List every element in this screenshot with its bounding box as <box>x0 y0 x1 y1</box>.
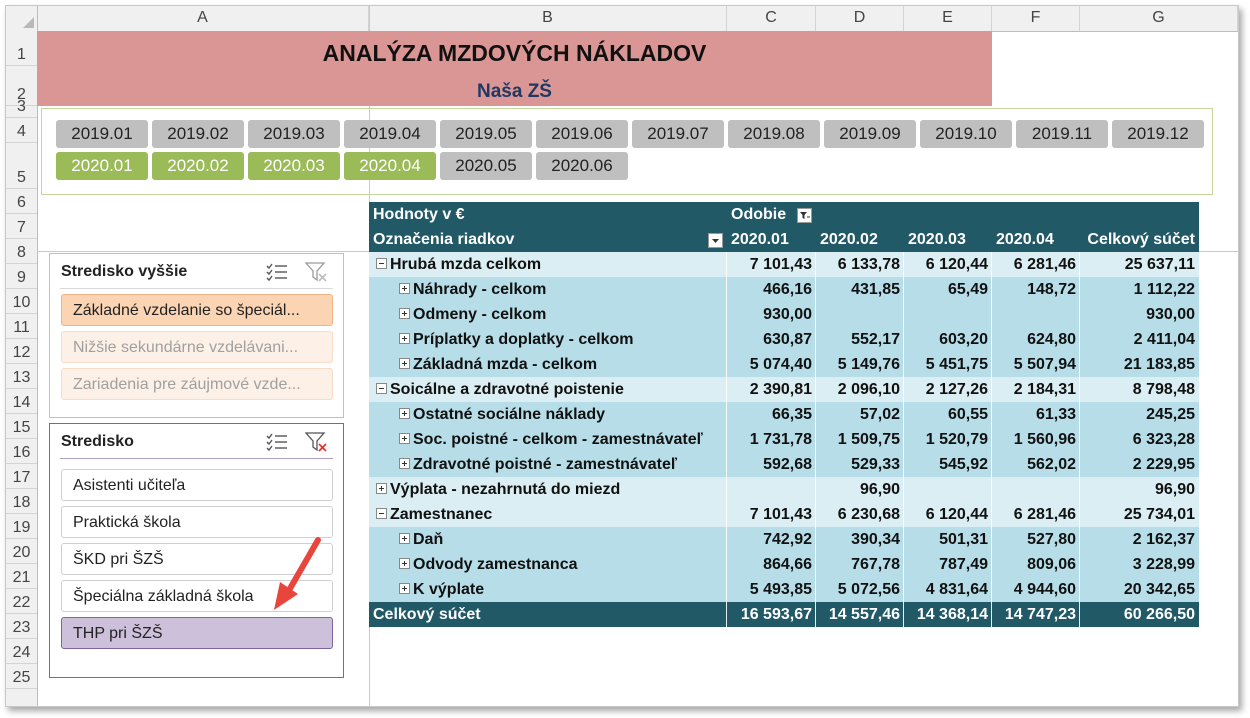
pivot-header-row-1 <box>369 202 1199 227</box>
value-cell: 742,92 <box>763 531 812 548</box>
select-all-corner[interactable] <box>6 6 38 31</box>
row-label <box>369 527 443 552</box>
cell-separator <box>1079 327 1080 352</box>
cell-separator <box>903 502 904 527</box>
expand-icon[interactable] <box>399 458 410 469</box>
value-cell: 592,68 <box>763 456 812 473</box>
cell-separator <box>903 477 904 502</box>
value-cell: 6 133,78 <box>837 256 900 273</box>
cell-separator <box>1079 502 1080 527</box>
row-header-8[interactable]: 8 <box>6 239 37 264</box>
cell-separator <box>815 477 816 502</box>
row-header-17[interactable]: 17 <box>6 464 37 489</box>
value-cell: 20 342,65 <box>1123 581 1195 598</box>
grand-total-label: Celkový súčet <box>373 606 481 623</box>
cell-separator <box>815 602 816 627</box>
value-cell: 767,78 <box>851 556 900 573</box>
value-cell: 501,31 <box>939 531 988 548</box>
row-header-25[interactable]: 25 <box>6 664 37 689</box>
cell-separator <box>726 552 727 577</box>
expand-icon[interactable] <box>399 308 410 319</box>
cell-separator <box>815 352 816 377</box>
cell-separator <box>903 277 904 302</box>
cell-separator <box>815 302 816 327</box>
cell-separator <box>726 452 727 477</box>
row-header-16[interactable]: 16 <box>6 439 37 464</box>
cell-separator <box>991 552 992 577</box>
row-label <box>369 427 703 452</box>
slicer-item-stredisko-2[interactable]: Praktická škola <box>61 506 333 538</box>
pivot-row <box>369 352 1199 377</box>
row-label <box>369 377 624 402</box>
value-cell <box>727 477 816 502</box>
cell-separator <box>1079 302 1080 327</box>
expand-icon[interactable] <box>399 558 410 569</box>
cell-separator <box>815 277 816 302</box>
column-header-f[interactable]: F <box>992 6 1080 31</box>
title-band <box>37 31 992 106</box>
value-cell: 562,02 <box>1027 456 1076 473</box>
row-header-19[interactable]: 19 <box>6 514 37 539</box>
pivot-row <box>369 427 1199 452</box>
pivot-row <box>369 377 1199 402</box>
multi-select-icon[interactable] <box>265 431 289 453</box>
slicer-title: Stredisko vyššie <box>61 263 188 280</box>
row-header-21[interactable]: 21 <box>6 564 37 589</box>
slicer-item-stredisko-1[interactable]: Asistenti učiteľa <box>61 469 333 501</box>
row-label <box>369 502 492 527</box>
period-button-2019-07[interactable]: 2019.07 <box>632 120 724 148</box>
row-label <box>369 477 620 502</box>
value-cell: 5 493,85 <box>749 581 812 598</box>
row-label <box>369 552 578 577</box>
value-cell: 2 184,31 <box>1013 381 1076 398</box>
cell-separator <box>726 477 727 502</box>
value-cell: 5 074,40 <box>749 356 812 373</box>
cell-separator <box>1079 277 1080 302</box>
row-label-text: Výplata - nezahrnutá do miezd <box>390 481 621 498</box>
value-cell: 4 944,60 <box>1013 581 1076 598</box>
grand-total-value: 14 747,23 <box>1004 606 1076 623</box>
cell-separator <box>726 602 727 627</box>
row-label <box>369 277 546 302</box>
cell-separator <box>726 327 727 352</box>
value-cell: 864,66 <box>763 556 812 573</box>
value-cell <box>904 477 992 502</box>
cell-separator <box>991 402 992 427</box>
period-button-2020-01[interactable]: 2020.01 <box>56 152 148 180</box>
cell-separator <box>991 352 992 377</box>
slicer-item-vyssie-1[interactable]: Základné vzdelanie so špeciál... <box>61 294 333 326</box>
row-label-text: Príplatky a doplatky - celkom <box>413 331 634 348</box>
cell-separator <box>1079 427 1080 452</box>
value-cell: 6 281,46 <box>1013 256 1076 273</box>
value-cell: 527,80 <box>1027 531 1076 548</box>
red-arrow-annotation <box>268 534 328 614</box>
row-label-text: Odmeny - celkom <box>413 306 547 323</box>
slicer-separator <box>60 288 333 289</box>
cell-separator <box>815 527 816 552</box>
value-cell <box>992 477 1080 502</box>
value-cell: 390,34 <box>851 531 900 548</box>
value-cell: 65,49 <box>947 281 988 298</box>
row-label <box>369 252 541 277</box>
cell-separator <box>1079 477 1080 502</box>
period-button-2019-10[interactable]: 2019.10 <box>920 120 1012 148</box>
value-cell: 61,33 <box>1035 406 1076 423</box>
value-cell: 21 183,85 <box>1123 356 1195 373</box>
row-label <box>369 402 605 427</box>
cell-separator <box>991 577 992 602</box>
row-label-text: Daň <box>413 531 444 548</box>
column-filter-icon[interactable] <box>797 208 812 223</box>
report-title: ANALÝZA MZDOVÝCH NÁKLADOV <box>322 40 707 66</box>
value-cell: 57,02 <box>859 406 900 423</box>
value-cell: 96,90 <box>859 481 900 498</box>
value-cell: 7 101,43 <box>749 256 812 273</box>
row-label-text: K výplate <box>413 581 485 598</box>
period-button-2019-04[interactable]: 2019.04 <box>344 120 436 148</box>
cell-separator <box>903 527 904 552</box>
collapse-icon[interactable] <box>376 508 387 519</box>
row-header-22[interactable]: 22 <box>6 589 37 614</box>
value-cell: 6 281,46 <box>1013 506 1076 523</box>
value-cell: 5 072,56 <box>837 581 900 598</box>
pivot-row <box>369 552 1199 577</box>
column-header-3: 2020.03 <box>908 231 966 248</box>
row-header-13[interactable]: 13 <box>6 364 37 389</box>
row-header-15[interactable]: 15 <box>6 414 37 439</box>
expand-icon[interactable] <box>376 483 387 494</box>
pivot-row <box>369 327 1199 352</box>
cell-separator <box>726 252 727 277</box>
period-button-2019-12[interactable]: 2019.12 <box>1112 120 1204 148</box>
cell-separator <box>903 327 904 352</box>
grand-total-value: 14 557,46 <box>828 606 900 623</box>
column-header-2: 2020.02 <box>820 231 878 248</box>
value-cell: 5 149,76 <box>837 356 900 373</box>
expand-icon[interactable] <box>399 358 410 369</box>
period-slicer <box>41 108 1213 195</box>
value-cell: 25 637,11 <box>1124 256 1195 273</box>
row-label-text: Odvody zamestnanca <box>413 556 578 573</box>
pivot-row <box>369 452 1199 477</box>
cell-separator <box>815 402 816 427</box>
pivot-row <box>369 252 1199 277</box>
value-cell: 431,85 <box>851 281 900 298</box>
cell-separator <box>991 302 992 327</box>
row-label <box>369 302 546 327</box>
value-cell: 2 096,10 <box>837 381 900 398</box>
cell-separator <box>726 427 727 452</box>
value-cell: 6 323,28 <box>1132 431 1195 448</box>
cell-separator <box>726 352 727 377</box>
column-header-g[interactable]: G <box>1080 6 1238 31</box>
slicer-separator <box>60 458 333 459</box>
cell-separator <box>726 577 727 602</box>
row-label-text: Základná mzda - celkom <box>413 356 598 373</box>
row-header-5[interactable]: 5 <box>6 143 37 189</box>
expand-icon[interactable] <box>399 583 410 594</box>
value-cell: 624,80 <box>1027 331 1076 348</box>
row-header-bar <box>6 31 38 706</box>
expand-icon[interactable] <box>399 333 410 344</box>
row-label-text: Zdravotné poistné - zamestnávateľ <box>413 456 678 473</box>
cell-separator <box>815 502 816 527</box>
row-label-text: Ostatné sociálne náklady <box>413 406 606 423</box>
row-label-text: Hrubá mzda celkom <box>390 256 542 273</box>
value-cell: 148,72 <box>1027 281 1076 298</box>
slicer-title: Stredisko <box>61 433 134 450</box>
value-cell: 466,16 <box>763 281 812 298</box>
row-label <box>369 327 634 352</box>
row-filter-dropdown-icon[interactable] <box>708 233 723 248</box>
cell-separator <box>991 377 992 402</box>
collapse-icon[interactable] <box>376 258 387 269</box>
row-header-20[interactable]: 20 <box>6 539 37 564</box>
value-cell: 60,55 <box>947 406 988 423</box>
collapse-icon[interactable] <box>376 383 387 394</box>
period-button-2019-01[interactable]: 2019.01 <box>56 120 148 148</box>
value-cell: 7 101,43 <box>749 506 812 523</box>
cell-separator <box>726 277 727 302</box>
value-cell: 603,20 <box>939 331 988 348</box>
pivot-row <box>369 502 1199 527</box>
column-header-4: 2020.04 <box>996 231 1054 248</box>
period-button-2019-02[interactable]: 2019.02 <box>152 120 244 148</box>
pivot-row <box>369 477 1199 502</box>
cell-separator <box>1079 252 1080 277</box>
row-header-24[interactable]: 24 <box>6 639 37 664</box>
cell-separator <box>815 377 816 402</box>
value-cell <box>816 302 904 327</box>
cell-separator <box>1079 527 1080 552</box>
value-cell: 66,35 <box>771 406 812 423</box>
value-cell: 245,25 <box>1146 406 1195 423</box>
slicer-stredisko-vyssie <box>49 253 344 418</box>
value-cell <box>904 302 992 327</box>
cell-separator <box>726 527 727 552</box>
cell-separator <box>991 277 992 302</box>
row-header-1[interactable]: 1 <box>6 31 37 66</box>
cell-separator <box>991 602 992 627</box>
cell-separator <box>903 602 904 627</box>
cell-separator <box>991 477 992 502</box>
slicer-item-stredisko-3[interactable]: ŠKD pri ŠZŠ <box>61 543 333 575</box>
cell-separator <box>1079 552 1080 577</box>
cell-separator <box>1079 352 1080 377</box>
value-cell: 5 451,75 <box>925 356 988 373</box>
pivot-row <box>369 577 1199 602</box>
report-subtitle: Naša ZŠ <box>477 81 552 102</box>
column-header-1: 2020.01 <box>731 231 789 248</box>
column-header-c[interactable]: C <box>727 6 816 31</box>
row-label-text: Zamestnanec <box>390 506 493 523</box>
expand-icon[interactable] <box>399 533 410 544</box>
value-cell: 545,92 <box>939 456 988 473</box>
value-cell: 529,33 <box>851 456 900 473</box>
row-header-6[interactable]: 6 <box>6 189 37 214</box>
slicer-item-vyssie-3[interactable]: Zariadenia pre záujmové vzde... <box>61 368 333 400</box>
row-header-2[interactable]: 2 <box>6 66 37 106</box>
period-button-2019-05[interactable]: 2019.05 <box>440 120 532 148</box>
period-button-2019-08[interactable]: 2019.08 <box>728 120 820 148</box>
cell-separator <box>815 577 816 602</box>
value-cell: 630,87 <box>763 331 812 348</box>
column-field-label: Odobie <box>731 206 787 223</box>
row-label-text: Soc. poistné - celkom - zamestnávateľ <box>413 431 703 448</box>
value-cell: 2 127,26 <box>925 381 988 398</box>
cell-separator <box>726 302 727 327</box>
column-header-d[interactable]: D <box>816 6 904 31</box>
value-cell: 1 112,22 <box>1133 281 1195 298</box>
row-header-7[interactable]: 7 <box>6 214 37 239</box>
cell-separator <box>903 377 904 402</box>
column-header-e[interactable]: E <box>904 6 992 31</box>
cell-separator <box>991 527 992 552</box>
expand-icon[interactable] <box>399 408 410 419</box>
value-cell: 2 411,04 <box>1133 331 1195 348</box>
pivot-row <box>369 527 1199 552</box>
row-header-23[interactable]: 23 <box>6 614 37 639</box>
row-header-12[interactable]: 12 <box>6 339 37 364</box>
value-cell: 1 520,79 <box>925 431 988 448</box>
value-cell: 1 731,78 <box>749 431 812 448</box>
cell-separator <box>1079 402 1080 427</box>
expand-icon[interactable] <box>399 433 410 444</box>
row-header-3[interactable]: 3 <box>6 106 37 118</box>
cell-separator <box>815 327 816 352</box>
column-header-5: Celkový súčet <box>1087 231 1195 248</box>
row-header-18[interactable]: 18 <box>6 489 37 514</box>
cell-separator <box>903 352 904 377</box>
cell-separator <box>903 552 904 577</box>
row-label <box>369 352 597 377</box>
cell-separator <box>991 252 992 277</box>
row-label-text: Náhrady - celkom <box>413 281 547 298</box>
row-label <box>369 577 484 602</box>
cell-separator <box>903 252 904 277</box>
cell-separator <box>1079 577 1080 602</box>
period-button-2019-06[interactable]: 2019.06 <box>536 120 628 148</box>
multi-select-icon[interactable] <box>265 261 289 283</box>
clear-filter-icon[interactable] <box>305 431 329 453</box>
column-header-a[interactable]: A <box>37 6 369 31</box>
cell-separator <box>991 427 992 452</box>
value-cell: 3 228,99 <box>1132 556 1195 573</box>
value-cell: 96,90 <box>1154 481 1195 498</box>
value-cell: 2 162,37 <box>1132 531 1195 548</box>
values-caption: Hodnoty v € <box>373 206 465 223</box>
grand-total-value: 16 593,67 <box>740 606 812 623</box>
slicer-item-stredisko-4[interactable]: Špeciálna základná škola <box>61 580 333 612</box>
value-cell: 25 734,01 <box>1123 506 1195 523</box>
slicer-item-vyssie-2[interactable]: Nižšie sekundárne vzdelávani... <box>61 331 333 363</box>
value-cell: 809,06 <box>1027 556 1076 573</box>
value-cell: 2 390,81 <box>749 381 812 398</box>
grand-total-value: 60 266,50 <box>1123 606 1195 623</box>
column-header-b[interactable]: B <box>369 6 727 31</box>
cell-separator <box>726 377 727 402</box>
value-cell <box>992 302 1080 327</box>
value-cell: 6 230,68 <box>837 506 900 523</box>
value-cell: 930,00 <box>763 306 812 323</box>
period-button-2020-04[interactable]: 2020.04 <box>344 152 436 180</box>
cell-separator <box>1079 452 1080 477</box>
slicer-item-stredisko-5[interactable]: THP pri ŠZŠ <box>61 617 333 649</box>
value-cell: 1 509,75 <box>837 431 900 448</box>
value-cell: 4 831,64 <box>925 581 988 598</box>
period-button-2020-02[interactable]: 2020.02 <box>152 152 244 180</box>
row-header-4[interactable]: 4 <box>6 118 37 143</box>
row-header-14[interactable]: 14 <box>6 389 37 414</box>
row-header-11[interactable]: 11 <box>6 314 37 339</box>
cell-separator <box>991 452 992 477</box>
value-cell: 930,00 <box>1146 306 1195 323</box>
value-cell: 5 507,94 <box>1013 356 1076 373</box>
cell-separator <box>815 252 816 277</box>
cell-separator <box>991 327 992 352</box>
period-button-2020-05[interactable]: 2020.05 <box>440 152 532 180</box>
cell-separator <box>903 427 904 452</box>
row-labels-caption: Označenia riadkov <box>373 231 515 248</box>
value-cell: 8 798,48 <box>1132 381 1195 398</box>
cell-separator <box>903 402 904 427</box>
period-button-2019-11[interactable]: 2019.11 <box>1016 120 1108 148</box>
cell-separator <box>815 427 816 452</box>
row-header-9[interactable]: 9 <box>6 264 37 289</box>
pivot-header-row-2 <box>369 227 1199 252</box>
pivot-grand-total-row <box>369 602 1199 627</box>
value-cell: 6 120,44 <box>925 256 988 273</box>
clear-filter-icon[interactable] <box>305 261 329 283</box>
pivot-row <box>369 277 1199 302</box>
pivot-row <box>369 302 1199 327</box>
column-header-bar <box>6 6 1238 32</box>
cell-separator <box>1079 602 1080 627</box>
cell-separator <box>903 452 904 477</box>
row-header-10[interactable]: 10 <box>6 289 37 314</box>
cell-separator <box>1079 377 1080 402</box>
value-cell: 1 560,96 <box>1013 431 1076 448</box>
cell-separator <box>815 452 816 477</box>
period-button-2020-06[interactable]: 2020.06 <box>536 152 628 180</box>
cell-separator <box>726 402 727 427</box>
row-label-text: Soicálne a zdravotné poistenie <box>390 381 624 398</box>
value-cell: 787,49 <box>939 556 988 573</box>
value-cell: 552,17 <box>851 331 900 348</box>
cell-separator <box>903 577 904 602</box>
cell-separator <box>815 552 816 577</box>
period-button-2020-03[interactable]: 2020.03 <box>248 152 340 180</box>
value-cell: 2 229,95 <box>1132 456 1195 473</box>
cell-separator <box>726 502 727 527</box>
grand-total-value: 14 368,14 <box>916 606 988 623</box>
spreadsheet-window <box>5 5 1239 707</box>
period-button-2019-03[interactable]: 2019.03 <box>248 120 340 148</box>
expand-icon[interactable] <box>399 283 410 294</box>
value-cell: 6 120,44 <box>925 506 988 523</box>
cell-separator <box>903 302 904 327</box>
period-button-2019-09[interactable]: 2019.09 <box>824 120 916 148</box>
pivot-row <box>369 402 1199 427</box>
cell-separator <box>991 502 992 527</box>
row-label <box>369 452 677 477</box>
